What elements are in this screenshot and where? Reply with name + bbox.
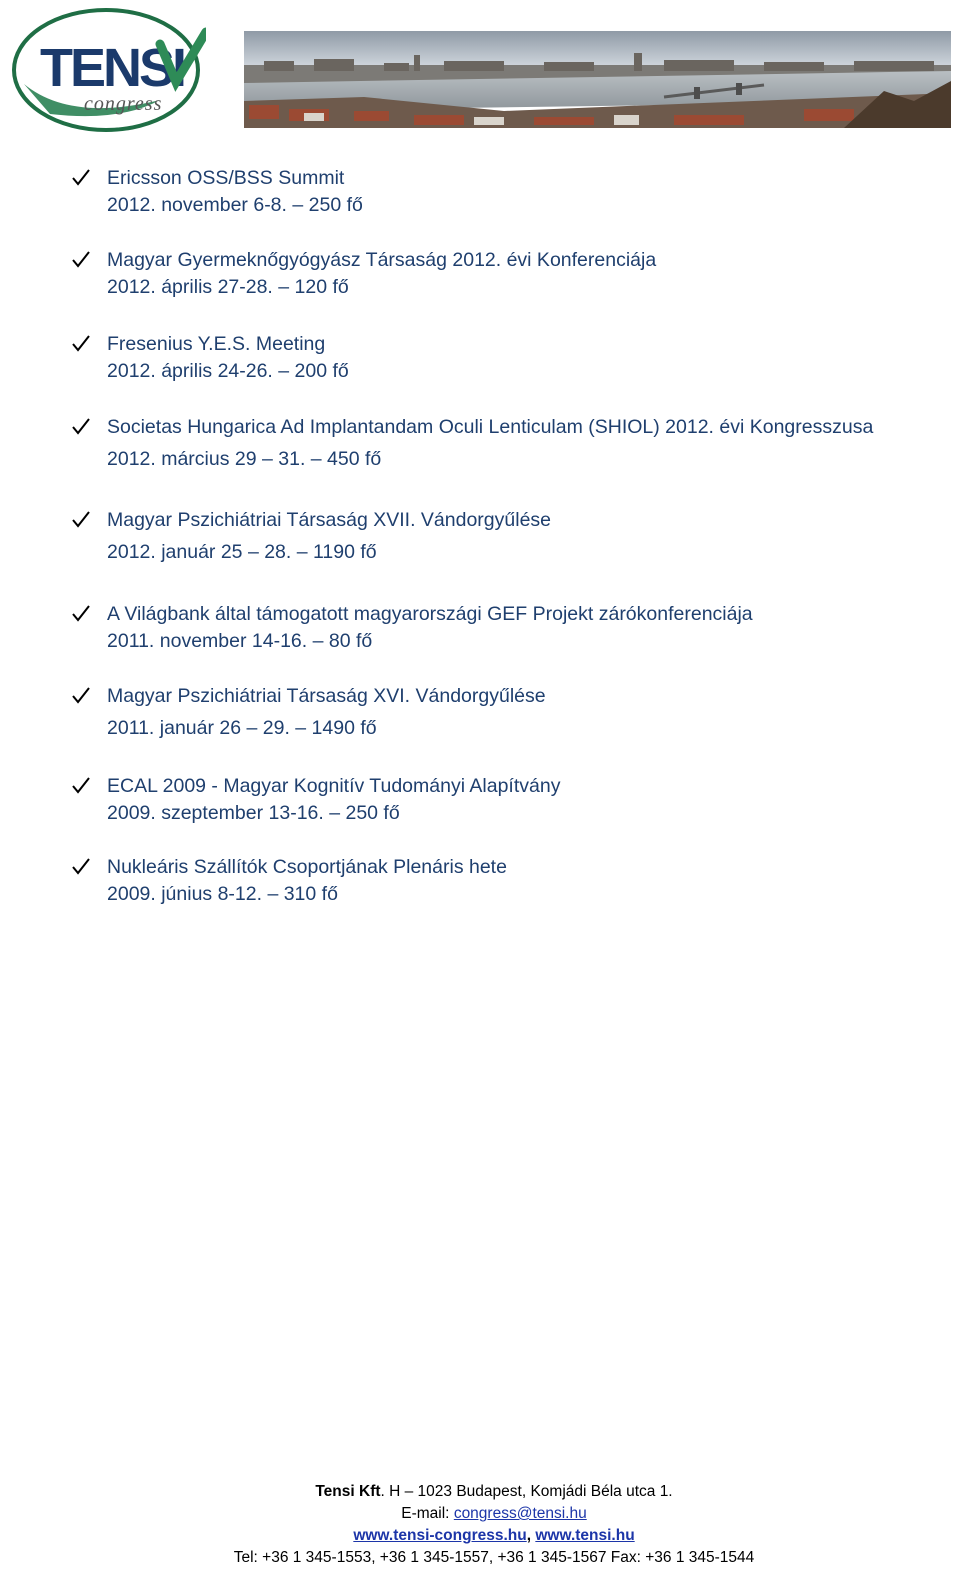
event-detail: 2011. november 14-16. – 80 fő xyxy=(107,630,373,652)
event-detail: 2011. január 26 – 29. – 1490 fő xyxy=(107,717,377,739)
event-title: Magyar Gyermeknőgyógyász Társaság 2012. évi Konferenciája xyxy=(107,249,657,271)
website-link-tensi-congress[interactable]: www.tensi-congress.hu xyxy=(353,1527,527,1544)
event-title: Magyar Pszichiátriai Társaság XVII. Vándorgyűlése xyxy=(107,509,552,531)
event-title: Societas Hungarica Ad Implantandam Oculi Lenticulam (SHIOL) 2012. évi Kongresszusa xyxy=(107,416,874,438)
budapest-panorama-image xyxy=(244,31,951,128)
tensi-congress-logo xyxy=(10,4,206,134)
logo-subtext: congress xyxy=(84,93,163,115)
event-title: Fresenius Y.E.S. Meeting xyxy=(107,333,326,355)
event-detail: 2012. április 24-26. – 200 fő xyxy=(107,360,349,382)
checkmark-icon xyxy=(70,775,92,797)
event-detail: 2009. június 8-12. – 310 fő xyxy=(107,883,338,905)
checkmark-icon xyxy=(70,685,92,707)
event-detail: 2012. március 29 – 31. – 450 fő xyxy=(107,448,382,470)
event-title: ECAL 2009 - Magyar Kognitív Tudományi Alapítvány xyxy=(107,775,561,797)
event-detail: 2009. szeptember 13-16. – 250 fő xyxy=(107,802,400,824)
checkmark-icon xyxy=(70,856,92,878)
email-link[interactable]: congress@tensi.hu xyxy=(453,1505,587,1522)
event-detail: 2012. január 25 – 28. – 1190 fő xyxy=(107,541,377,563)
event-title: Ericsson OSS/BSS Summit xyxy=(107,167,345,189)
footer-email-line xyxy=(0,1503,960,1525)
logo-text: TENSI xyxy=(40,38,185,98)
footer-web-line xyxy=(0,1525,960,1547)
website-link-tensi[interactable]: www.tensi.hu xyxy=(535,1527,635,1544)
footer-address-line xyxy=(0,1481,960,1503)
web-separator: , xyxy=(526,1527,536,1544)
checkmark-icon xyxy=(70,603,92,625)
event-detail: 2012. november 6-8. – 250 fő xyxy=(107,194,363,216)
checkmark-icon xyxy=(70,416,92,438)
checkmark-icon xyxy=(70,509,92,531)
event-title: A Világbank által támogatott magyarországi GEF Projekt zárókonferenciája xyxy=(107,603,753,625)
company-address: . H – 1023 Budapest, Komjádi Béla utca 1. xyxy=(380,1483,673,1500)
footer-phone-line: Tel: +36 1 345-1553, +36 1 345-1557, +36 1 345-1567 Fax: +36 1 345-1544 xyxy=(233,1549,755,1566)
page-header xyxy=(0,0,960,140)
checkmark-icon xyxy=(70,249,92,271)
company-name: Tensi Kft xyxy=(315,1483,381,1500)
checkmark-icon xyxy=(70,333,92,355)
email-label: E-mail: xyxy=(401,1505,454,1522)
event-detail: 2012. április 27-28. – 120 fő xyxy=(107,276,349,298)
checkmark-icon xyxy=(70,167,92,189)
event-title: Nukleáris Szállítók Csoportjának Plenáris hete xyxy=(107,856,507,878)
event-title: Magyar Pszichiátriai Társaság XVI. Vándorgyűlése xyxy=(107,685,546,707)
